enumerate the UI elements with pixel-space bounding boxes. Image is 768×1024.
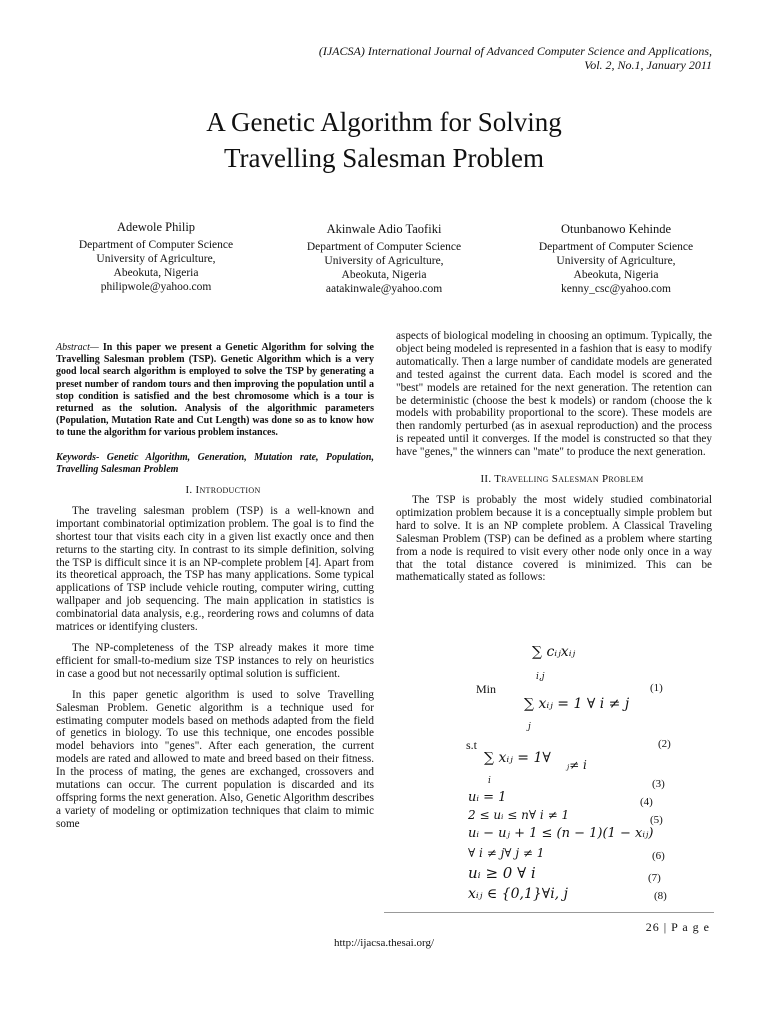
author-department: Department of Computer Science bbox=[78, 239, 234, 251]
equation-6a: uᵢ − uⱼ + 1 ≤ (n − 1)(1 − xᵢⱼ) bbox=[468, 826, 654, 841]
author-block-2 bbox=[284, 222, 484, 296]
equation-8-row bbox=[396, 886, 712, 908]
author-department: Department of Computer Science bbox=[306, 241, 462, 253]
equation-number-7: (7) bbox=[648, 872, 661, 884]
equation-number-4: (4) bbox=[640, 796, 653, 808]
equation-3-subscript: i bbox=[488, 776, 491, 786]
author-university: University of Agriculture, bbox=[324, 255, 444, 267]
abstract bbox=[56, 342, 374, 440]
equation-number-3: (3) bbox=[652, 778, 665, 790]
page-number: 26 | P a g e bbox=[645, 920, 710, 934]
subject-to-label: s.t bbox=[466, 738, 478, 752]
keywords: Keywords- Genetic Algorithm, Generation, Mutation rate, Population, Travelling Salesman Problem bbox=[56, 451, 374, 475]
equation-1-subscript: i,j bbox=[536, 672, 545, 682]
equations-block bbox=[396, 640, 712, 890]
author-name: Adewole Philip bbox=[116, 220, 196, 234]
intro-paragraph-2: The NP-completeness of the TSP already makes it more time efficient for small-to-medium size TSP instances to rely on heuristics in case a good but not necessarily optimal solution is sufficient. bbox=[56, 642, 374, 680]
equation-5: 2 ≤ uᵢ ≤ n∀ i ≠ 1 bbox=[468, 808, 570, 822]
equation-2-subscript: j bbox=[528, 722, 531, 732]
equation-6b: ∀ i ≠ j∀ j ≠ 1 bbox=[468, 846, 545, 860]
equation-number-5: (5) bbox=[650, 814, 663, 826]
author-block-1 bbox=[56, 220, 256, 294]
author-email: aatakinwale@yahoo.com bbox=[325, 283, 443, 295]
section-heading-tsp: II. Travelling Salesman Problem bbox=[480, 473, 644, 486]
right-column bbox=[396, 330, 712, 592]
left-column bbox=[56, 342, 374, 839]
section-heading-introduction: I. Introduction bbox=[185, 484, 261, 497]
author-city: Abeokuta, Nigeria bbox=[113, 267, 199, 279]
equation-8: xᵢⱼ ∈ {0,1}∀i, j bbox=[468, 886, 568, 902]
equation-2: ∑ xᵢⱼ = 1 ∀ i ≠ j bbox=[524, 696, 630, 712]
equation-number-6: (6) bbox=[652, 850, 665, 862]
author-department: Department of Computer Science bbox=[538, 241, 694, 253]
title-line-1: A Genetic Algorithm for Solving bbox=[206, 107, 562, 137]
author-email: kenny_csc@yahoo.com bbox=[561, 283, 671, 295]
author-name: Otunbanowo Kehinde bbox=[560, 222, 672, 236]
continued-paragraph: aspects of biological modeling in choosing an optimum. Typically, the object being modeled is represented in a fashion that is easy to modify automatically. Then a large number of candidate models are generated and tested against the current data. Each model is scored and the "best" models are retained for the next generation. The retention can be deterministic (choose the best k models) or random (choose the k models with probability proportional to the score). These models are then randomly perturbed (as in asexual reproduction) and the process is repeated until it converges. If the model is constructed so that they have "genes," the winners can "mate" to produce the next generation. bbox=[396, 330, 712, 459]
min-label: Min bbox=[476, 682, 497, 696]
author-block-3 bbox=[516, 222, 716, 296]
journal-name: (IJACSA) International Journal of Advanced Computer Science and Applications, bbox=[318, 44, 712, 58]
author-name: Akinwale Adio Taofiki bbox=[326, 222, 442, 236]
footer-divider bbox=[384, 912, 714, 913]
author-university: University of Agriculture, bbox=[96, 253, 216, 265]
equation-3-condition: ⱼ≠ i bbox=[566, 758, 587, 772]
abstract-text: In this paper we present a Genetic Algorithm for solving the Travelling Salesman problem (TSP). Genetic Algorithm which is a very good local search algorithm is employed to solve the TSP by generating a preset number of random tours and then improving the population until a stop condition is satisfied and the best chromosome which is a tour is returned as the solution. Analysis of the algorithmic parameters (Population, Mutation Rate and Cut Length) was done so as to know how to tune the algorithm for various problem instances. bbox=[56, 342, 374, 439]
intro-paragraph-1: The traveling salesman problem (TSP) is a well-known and important combinatorial optimization problem. The goal is to find the shortest tour that visits each city in a given list exactly once and then returns to the starting city. In contrast to its simple definition, solving the TSP is difficult since it is an NP-complete problem [4]. Apart from its theoretical approach, the TSP has many applications. Some typical applications of TSP include vehicle routing, computer wiring, cutting wallpaper and job sequencing. The main application in statistics is combinatorial data analysis, e.g., reordering rows and columns of data matrices or identifying clusters. bbox=[56, 504, 374, 634]
title-line-2: Travelling Salesman Problem bbox=[224, 143, 544, 173]
author-university: University of Agriculture, bbox=[556, 255, 676, 267]
author-city: Abeokuta, Nigeria bbox=[573, 269, 659, 281]
journal-url[interactable]: http://ijacsa.thesai.org/ bbox=[334, 937, 434, 949]
intro-paragraph-3: In this paper genetic algorithm is used to solve Travelling Salesman Problem. Genetic algorithm is a technique used for estimating computer models based on methods adapted from the field of genetics in biology. To use this technique, one encodes possible model behaviors into "genes". After each generation, the current models are rated and allowed to mate and breed based on their fitness. In the process of mating, the genes are exchanged, crossovers and mutations can occur. The current population is discarded and its offspring forms the next generation. Also, Genetic Algorithm describes a variety of modeling or optimization techniques that claim to mimic some bbox=[56, 688, 374, 830]
journal-header bbox=[212, 44, 712, 72]
equation-4: uᵢ = 1 bbox=[468, 790, 507, 805]
author-email: philipwole@yahoo.com bbox=[100, 281, 212, 293]
equation-number-1: (1) bbox=[650, 682, 663, 694]
paper-title bbox=[0, 104, 768, 176]
equation-number-8: (8) bbox=[654, 890, 667, 902]
equation-1: ∑ cᵢⱼxᵢⱼ bbox=[532, 644, 576, 660]
tsp-paragraph: The TSP is probably the most widely studied combinatorial optimization problem because it is a conceptually simple problem but hard to solve. It is an NP complete problem. A Classical Traveling Salesman Problem (TSP) can be defined as a problem where starting from a node is required to visit every other node only once in a way that the total distance covered is minimized. This can be mathematically stated as follows: bbox=[396, 493, 712, 584]
author-city: Abeokuta, Nigeria bbox=[341, 269, 427, 281]
journal-volume: Vol. 2, No.1, January 2011 bbox=[584, 58, 712, 72]
abstract-label: Abstract— bbox=[56, 342, 99, 353]
equation-3: ∑ xᵢⱼ = 1∀ bbox=[484, 750, 551, 766]
equation-number-2: (2) bbox=[658, 738, 671, 750]
equation-7: uᵢ ≥ 0 ∀ i bbox=[468, 864, 536, 882]
